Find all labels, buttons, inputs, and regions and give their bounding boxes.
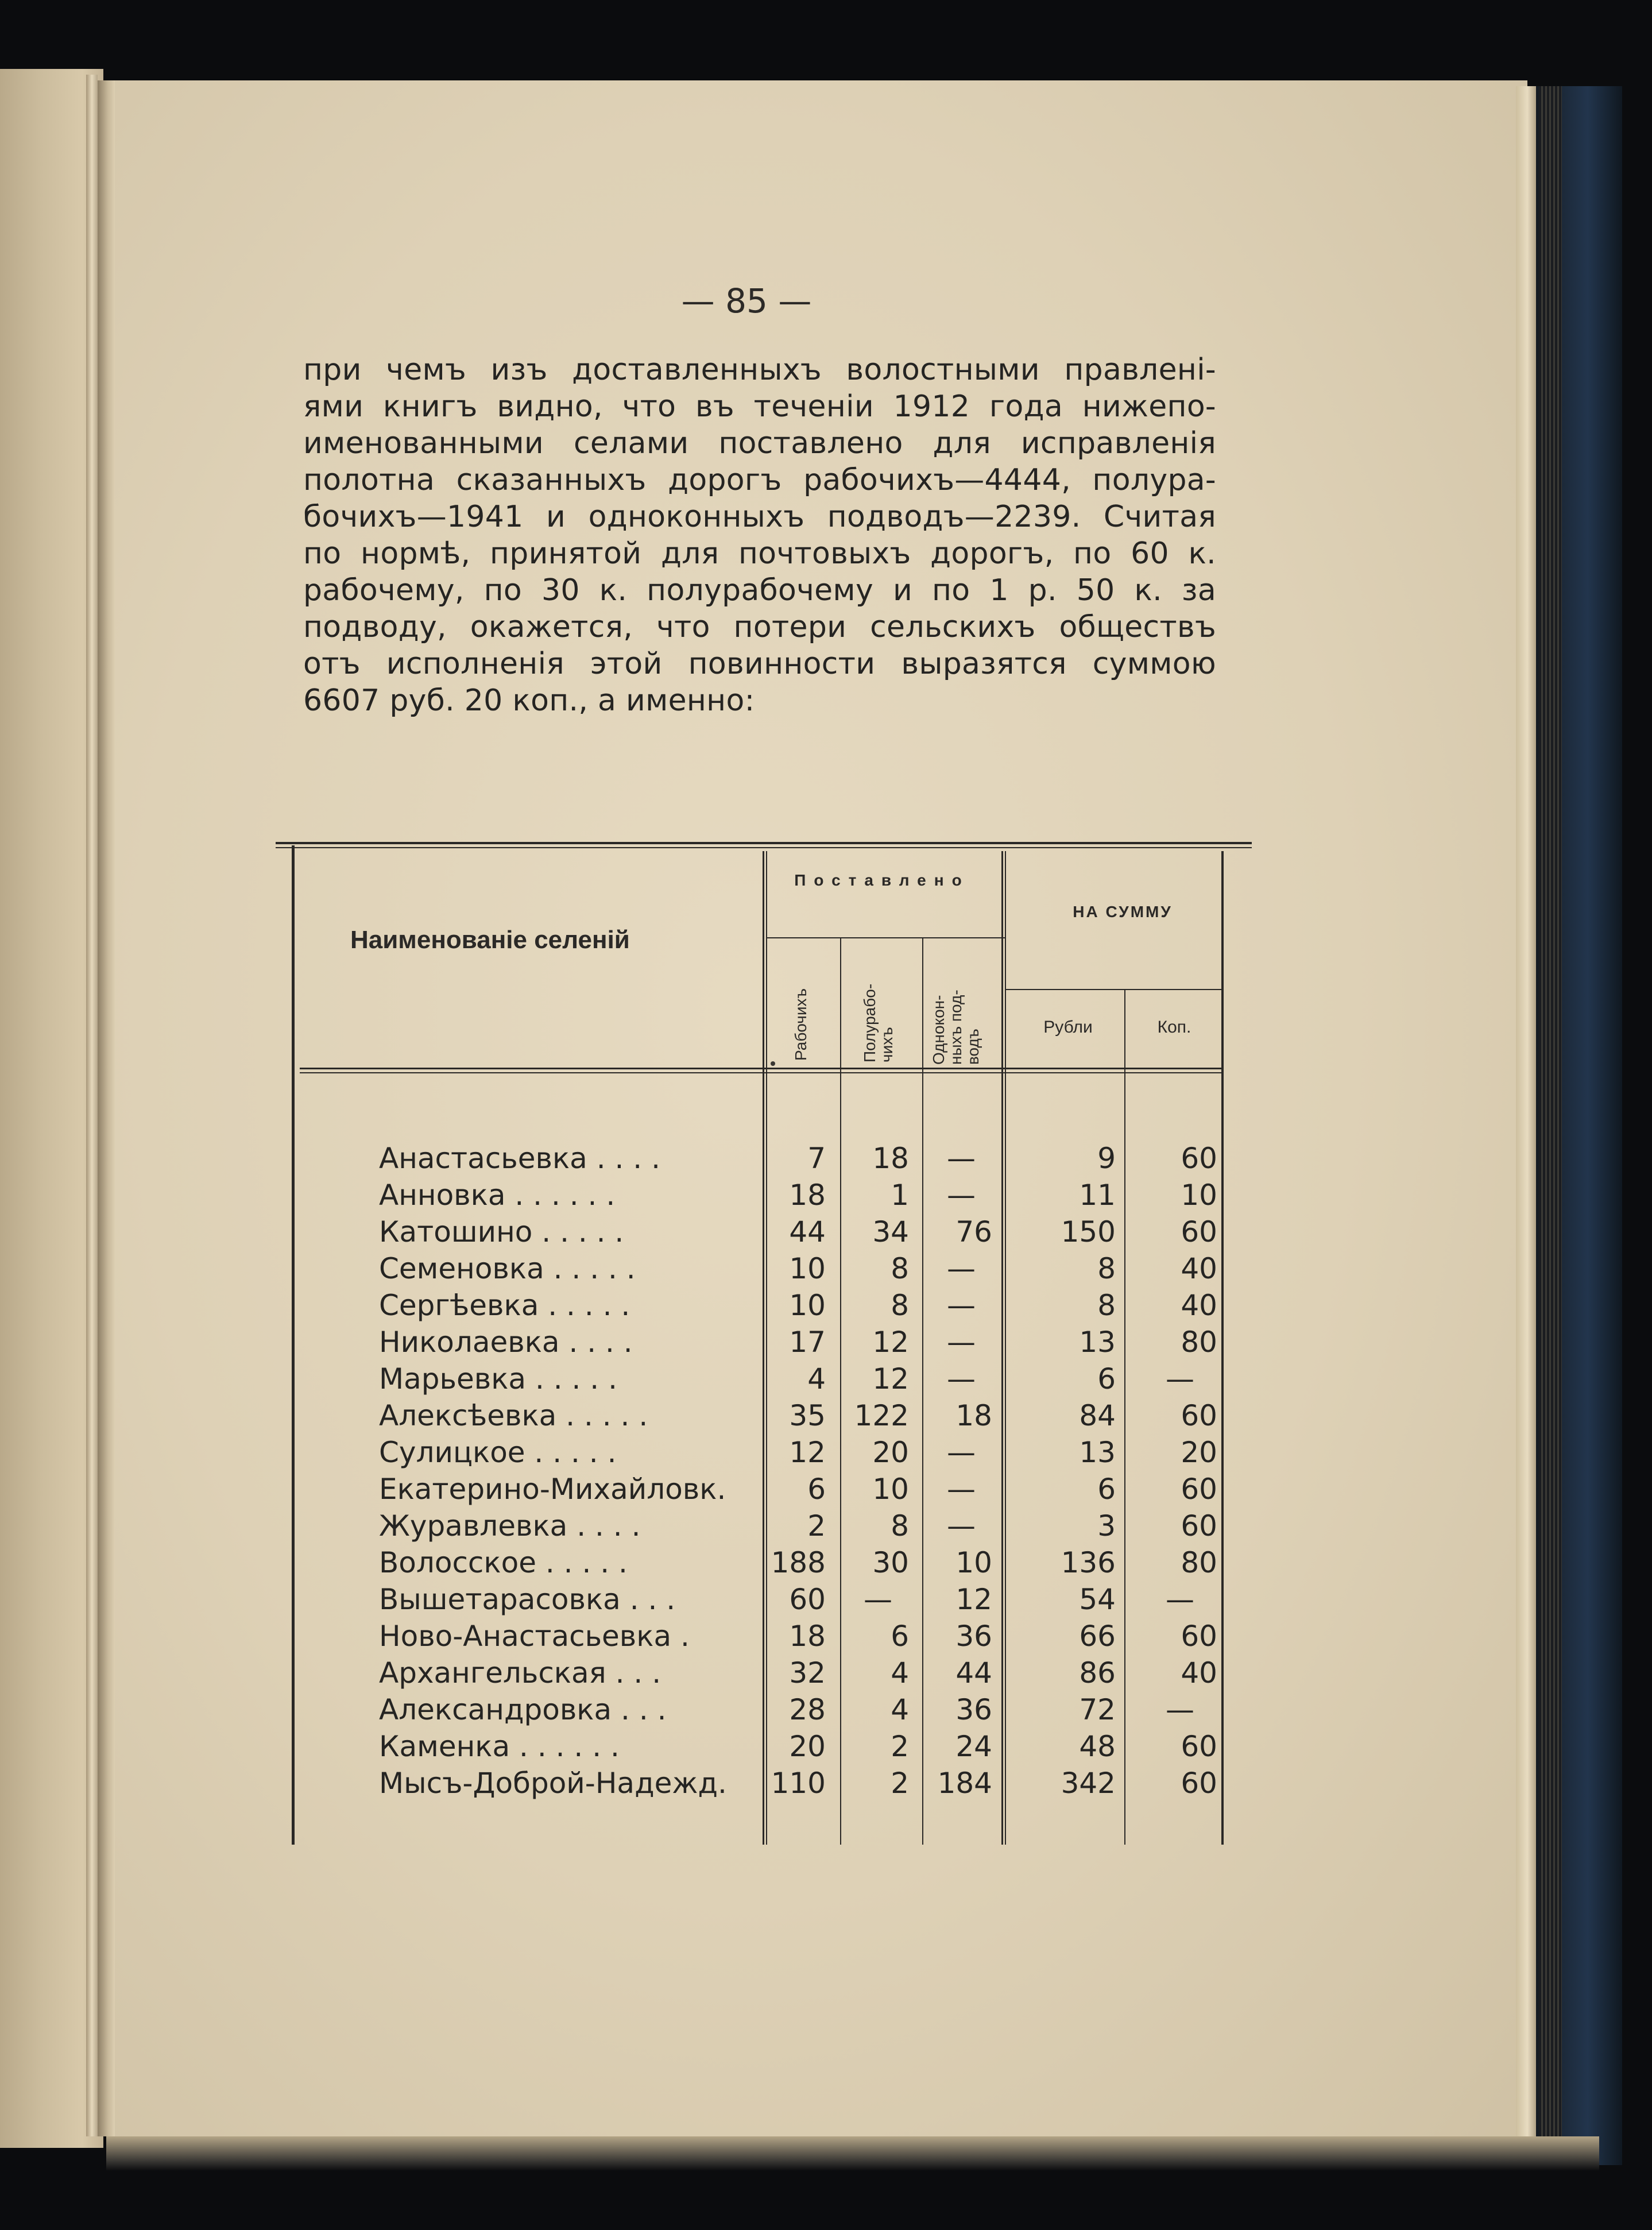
page-block-edges (1539, 86, 1562, 2154)
cell-carts: — (947, 1325, 976, 1359)
cell-half-workers: 4 (891, 1693, 909, 1726)
cell-kopecks: 80 (1181, 1546, 1217, 1579)
cell-half-workers: 12 (872, 1362, 909, 1396)
cell-settlement-name: Николаевка . . . . (379, 1325, 633, 1359)
cell-rubles: 13 (1079, 1325, 1116, 1359)
cell-settlement-name: Вышетарасовка . . . (379, 1583, 676, 1616)
cell-half-workers: 20 (872, 1436, 909, 1469)
cell-kopecks: 10 (1181, 1178, 1217, 1212)
cell-carts: — (947, 1178, 976, 1212)
table-row (276, 1140, 1252, 1177)
header-kopecks: Коп. (1157, 1018, 1191, 1037)
table-row (276, 1508, 1252, 1544)
cell-half-workers: 2 (891, 1767, 909, 1800)
body-paragraph (303, 351, 1216, 719)
cell-carts: 44 (955, 1656, 992, 1690)
cell-half-workers: 34 (872, 1215, 909, 1249)
cell-workers: 2 (807, 1509, 826, 1543)
cell-rubles: 8 (1097, 1252, 1116, 1285)
cell-workers: 35 (789, 1399, 826, 1432)
header-bottom-rule-thin (300, 1072, 1223, 1073)
cell-workers: 12 (789, 1436, 826, 1469)
table-top-rule (276, 842, 1252, 844)
cell-kopecks: 80 (1181, 1325, 1217, 1359)
cell-settlement-name: Алексѣевка . . . . . (379, 1399, 648, 1432)
cell-workers: 10 (789, 1289, 826, 1322)
cell-kopecks: 40 (1181, 1656, 1217, 1690)
cell-settlement-name: Катошино . . . . . (379, 1215, 624, 1249)
cell-kopecks: — (1166, 1583, 1194, 1616)
cell-rubles: 48 (1079, 1730, 1116, 1763)
header-supplied: Поставлено (794, 871, 970, 889)
page-number: — 85 — (681, 281, 812, 320)
cell-settlement-name: Сергѣевка . . . . . (379, 1289, 630, 1322)
cell-workers: 18 (789, 1178, 826, 1212)
cell-rubles: 72 (1079, 1693, 1116, 1726)
table-row (276, 1471, 1252, 1508)
cell-rubles: 86 (1079, 1656, 1116, 1690)
bottom-shadow (106, 2136, 1599, 2171)
cell-kopecks: — (1166, 1693, 1194, 1726)
table-row (276, 1287, 1252, 1324)
cell-half-workers: 2 (891, 1730, 909, 1763)
cell-workers: 60 (789, 1583, 826, 1616)
page-edge (1516, 86, 1539, 2142)
cell-workers: 188 (771, 1546, 826, 1579)
cell-settlement-name: Сулицкое . . . . . (379, 1436, 617, 1469)
cell-half-workers: 30 (872, 1546, 909, 1579)
header-half-workers: Полурабо- чихъ (861, 983, 896, 1062)
cell-carts: — (947, 1509, 976, 1543)
cell-workers: 44 (789, 1215, 826, 1249)
table-top-rule-thin (276, 847, 1252, 848)
table-row (276, 1765, 1252, 1802)
header-carts: Однокон- ныхъ под- водъ (930, 990, 982, 1065)
cell-half-workers: 8 (891, 1252, 909, 1285)
cell-settlement-name: Марьевка . . . . . (379, 1362, 617, 1396)
table-row (276, 1728, 1252, 1765)
cell-carts: — (947, 1362, 976, 1396)
cell-workers: 32 (789, 1656, 826, 1690)
paragraph-line: подводу, окажется, что потери сельскихъ обществъ (303, 610, 1216, 644)
cell-rubles: 6 (1097, 1362, 1116, 1396)
paragraph-line: рабочему, по 30 к. полурабочему и по 1 р. 50 к. за (303, 573, 1216, 608)
table-row (276, 1655, 1252, 1691)
cell-rubles: 66 (1079, 1620, 1116, 1653)
table-row (276, 1397, 1252, 1434)
cell-rubles: 342 (1061, 1767, 1116, 1800)
cell-rubles: 3 (1097, 1509, 1116, 1543)
cell-carts: 24 (955, 1730, 992, 1763)
cell-rubles: 54 (1079, 1583, 1116, 1616)
cell-carts: 76 (955, 1215, 992, 1249)
paragraph-line: ями книгъ видно, что въ теченiи 1912 года нижепо- (303, 389, 1216, 424)
header-bottom-rule (300, 1068, 1223, 1069)
cell-settlement-name: Александровка . . . (379, 1693, 667, 1726)
cell-settlement-name: Семеновка . . . . . (379, 1252, 636, 1285)
cell-settlement-name: Мысъ-Доброй-Надежд. (379, 1767, 727, 1800)
header-amount: НА СУММУ (1073, 903, 1173, 921)
cell-rubles: 150 (1061, 1215, 1116, 1249)
cell-carts: 184 (937, 1767, 992, 1800)
cell-settlement-name: Анновка . . . . . . (379, 1178, 616, 1212)
cell-rubles: 11 (1079, 1178, 1116, 1212)
cell-half-workers: 8 (891, 1289, 909, 1322)
ink-dot (771, 1061, 775, 1066)
cell-workers: 17 (789, 1325, 826, 1359)
cell-half-workers: — (864, 1583, 892, 1616)
cell-workers: 6 (807, 1473, 826, 1506)
amount-underline (1005, 989, 1223, 990)
cell-settlement-name: Ново-Анастасьевка . (379, 1620, 690, 1653)
data-table (276, 840, 1252, 1853)
cell-kopecks: 60 (1181, 1620, 1217, 1653)
table-row (276, 1434, 1252, 1471)
cell-rubles: 9 (1097, 1142, 1116, 1175)
table-row (276, 1177, 1252, 1213)
paragraph-line: бочихъ—1941 и одноконныхъ подводъ—2239. Считая (303, 500, 1216, 534)
cell-rubles: 13 (1079, 1436, 1116, 1469)
cell-half-workers: 122 (854, 1399, 909, 1432)
header-workers: Рабочихъ (792, 988, 810, 1061)
cell-settlement-name: Каменка . . . . . . (379, 1730, 620, 1763)
table-row (276, 1324, 1252, 1361)
cell-kopecks: 60 (1181, 1473, 1217, 1506)
cell-carts: — (947, 1436, 976, 1469)
paragraph-line: отъ исполненiя этой повинности выразятся суммою (303, 647, 1216, 681)
table-row (276, 1618, 1252, 1655)
cell-carts: — (947, 1252, 976, 1285)
table-row (276, 1581, 1252, 1618)
cell-kopecks: 20 (1181, 1436, 1217, 1469)
cell-rubles: 8 (1097, 1289, 1116, 1322)
header-settlement-name: Наименованiе селенiй (350, 926, 630, 954)
cell-half-workers: 18 (872, 1142, 909, 1175)
paragraph-line: 6607 руб. 20 коп., а именно: (303, 683, 755, 718)
paragraph-line: по нормѣ, принятой для почтовыхъ дорогъ, по 60 к. (303, 536, 1216, 571)
cell-settlement-name: Журавлевка . . . . (379, 1509, 641, 1543)
table-row (276, 1544, 1252, 1581)
table-row (276, 1361, 1252, 1397)
cell-kopecks: 60 (1181, 1730, 1217, 1763)
cell-carts: — (947, 1473, 976, 1506)
cell-rubles: 6 (1097, 1473, 1116, 1506)
paragraph-line: полотна сказанныхъ дорогъ рабочихъ—4444, полура- (303, 463, 1216, 497)
cell-half-workers: 8 (891, 1509, 909, 1543)
book-gutter (98, 80, 115, 2136)
table-row (276, 1213, 1252, 1250)
cell-workers: 10 (789, 1252, 826, 1285)
cell-carts: 12 (955, 1583, 992, 1616)
cell-workers: 20 (789, 1730, 826, 1763)
cell-carts: — (947, 1289, 976, 1322)
cell-kopecks: 60 (1181, 1767, 1217, 1800)
cell-settlement-name: Волосское . . . . . (379, 1546, 628, 1579)
cell-settlement-name: Екатерино-Михайловк. (379, 1473, 726, 1506)
cell-settlement-name: Анастасьевка . . . . (379, 1142, 660, 1175)
cell-kopecks: 60 (1181, 1509, 1217, 1543)
cell-kopecks: 40 (1181, 1252, 1217, 1285)
cell-kopecks: 60 (1181, 1399, 1217, 1432)
cell-workers: 7 (807, 1142, 826, 1175)
cell-kopecks: 60 (1181, 1215, 1217, 1249)
paragraph-line: именованными селами поставлено для исправленiя (303, 426, 1216, 461)
cell-settlement-name: Архангельская . . . (379, 1656, 661, 1690)
cell-carts: 36 (955, 1620, 992, 1653)
cell-half-workers: 12 (872, 1325, 909, 1359)
cell-half-workers: 4 (891, 1656, 909, 1690)
cell-carts: 18 (955, 1399, 992, 1432)
left-page-edge (86, 75, 98, 2136)
header-rubles: Рубли (1043, 1018, 1093, 1037)
paragraph-line: при чемъ изъ доставленныхъ волостными правленi- (303, 353, 1216, 387)
cell-half-workers: 10 (872, 1473, 909, 1506)
cell-kopecks: 40 (1181, 1289, 1217, 1322)
cell-rubles: 84 (1079, 1399, 1116, 1432)
cell-half-workers: 6 (891, 1620, 909, 1653)
cell-workers: 18 (789, 1620, 826, 1653)
cell-carts: — (947, 1142, 976, 1175)
cell-kopecks: 60 (1181, 1142, 1217, 1175)
cell-workers: 28 (789, 1693, 826, 1726)
cell-rubles: 136 (1061, 1546, 1116, 1579)
table-row (276, 1691, 1252, 1728)
table-row (276, 1250, 1252, 1287)
cell-carts: 36 (955, 1693, 992, 1726)
cell-carts: 10 (955, 1546, 992, 1579)
cell-workers: 110 (771, 1767, 826, 1800)
cell-kopecks: — (1166, 1362, 1194, 1396)
cell-workers: 4 (807, 1362, 826, 1396)
cell-half-workers: 1 (891, 1178, 909, 1212)
